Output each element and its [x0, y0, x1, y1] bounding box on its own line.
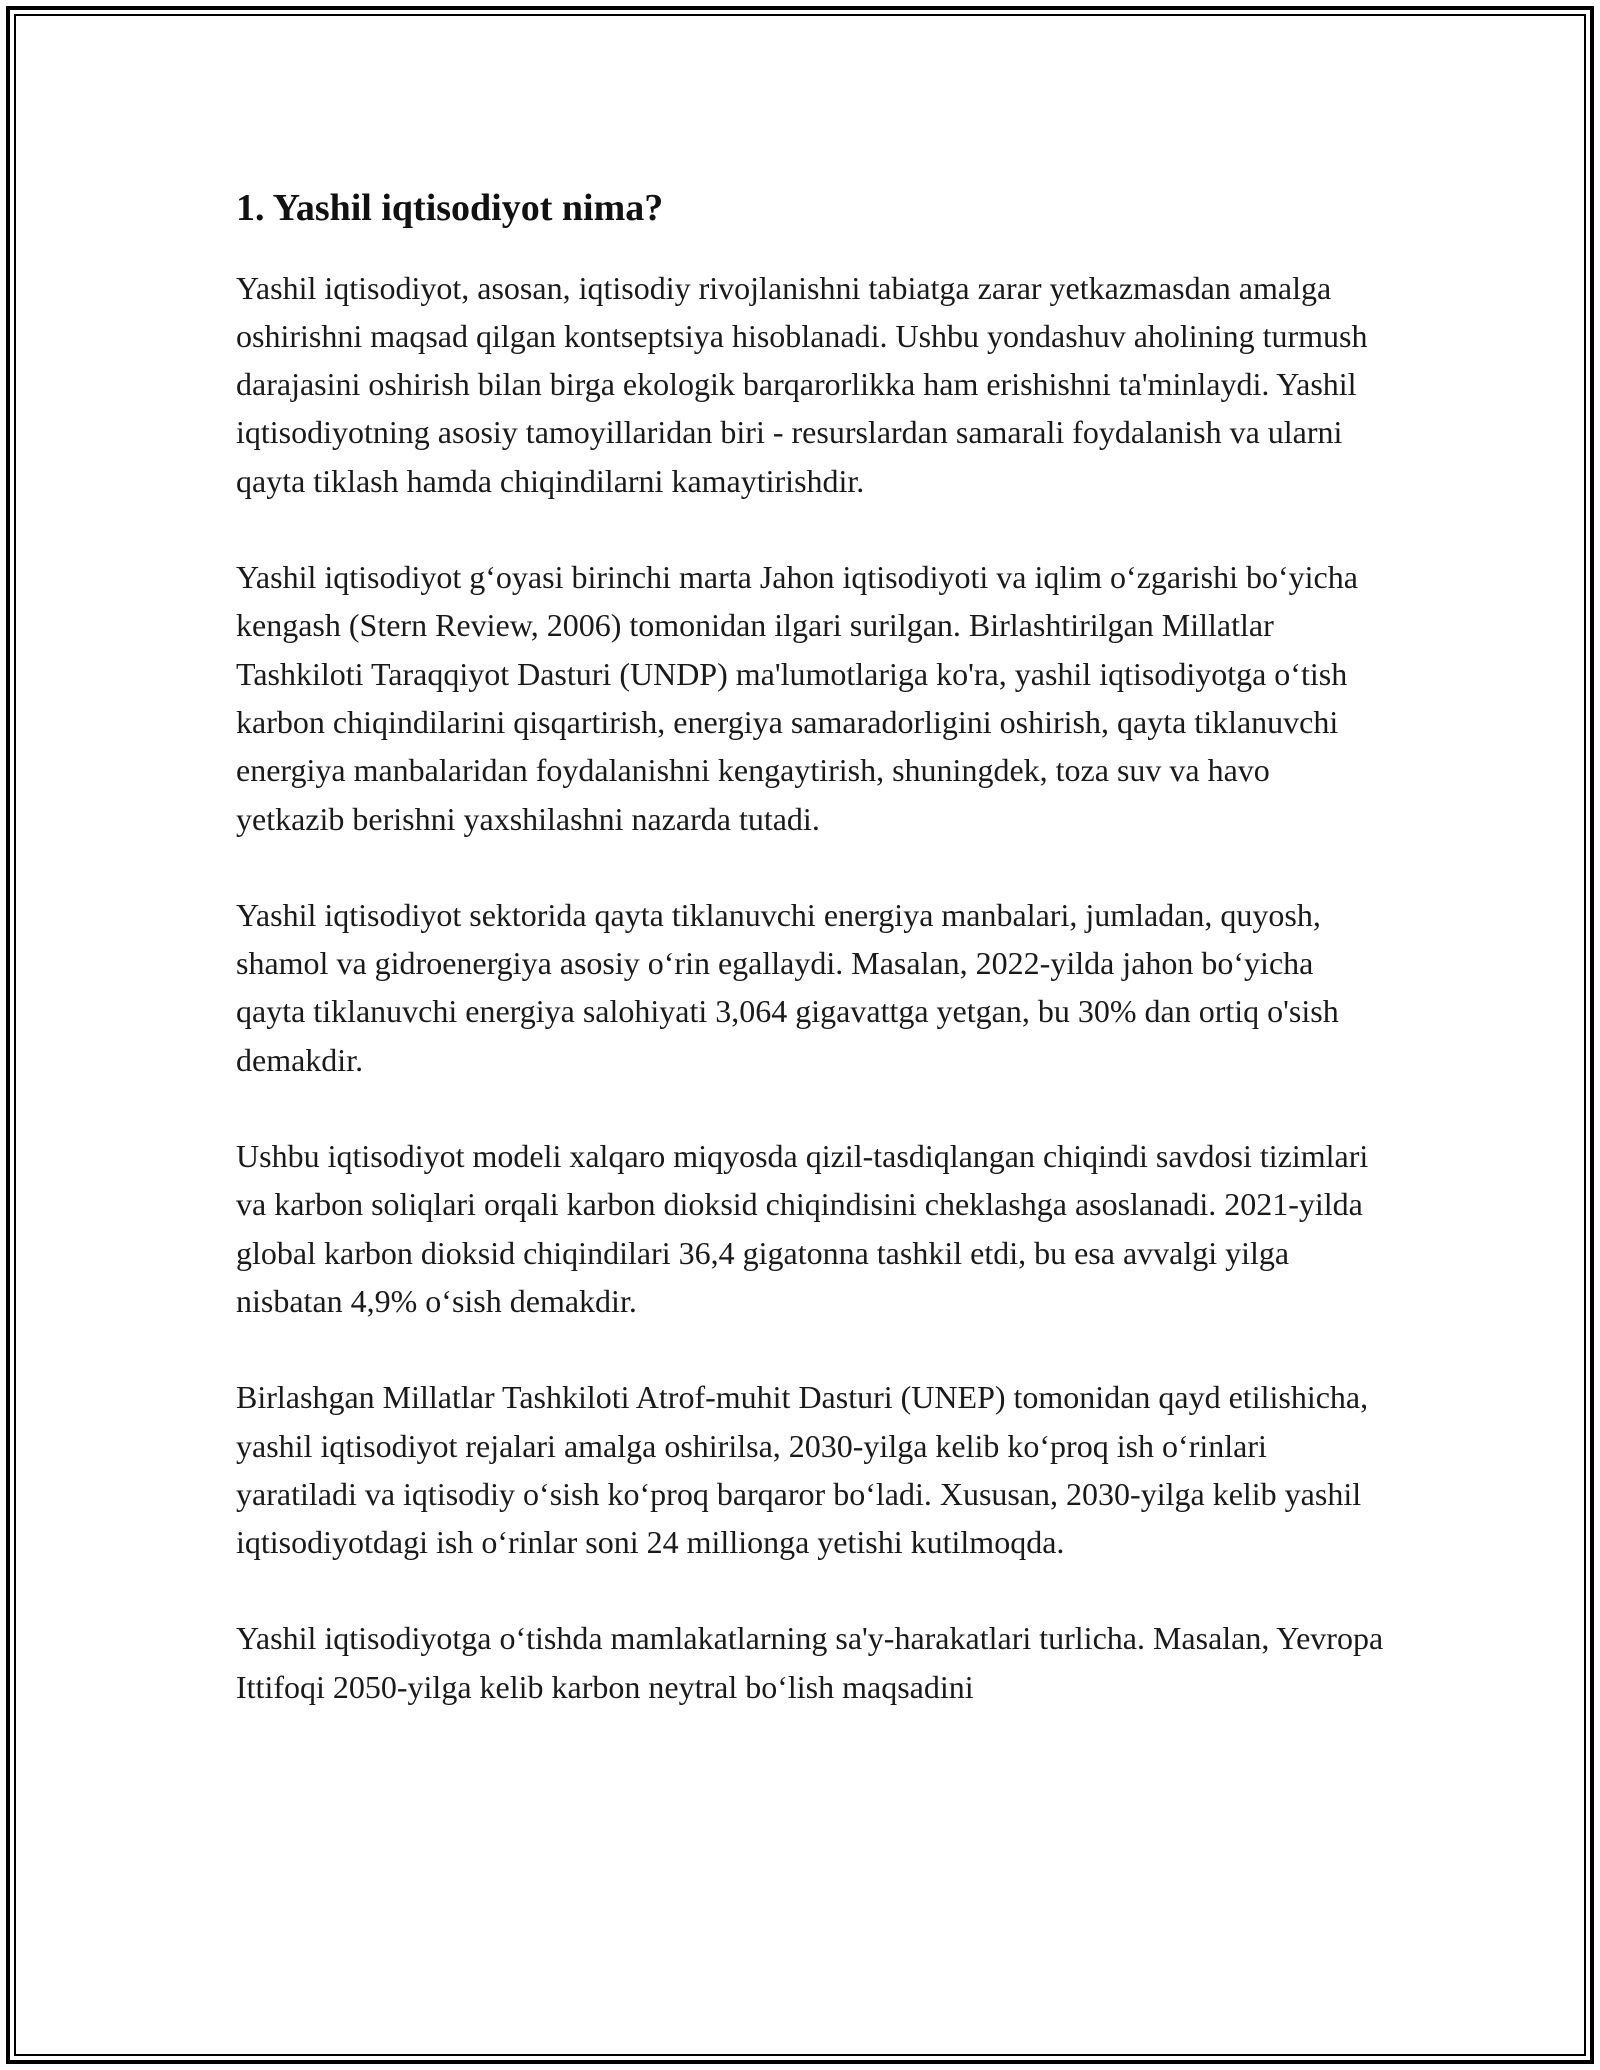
paragraph-2: Yashil iqtisodiyot g‘oyasi birinchi marta Jahon iqtisodiyoti va iqlim o‘zgarishi bo‘yicha kengash (Stern Review, 2006) tomonidan ilgari surilgan. Birlashtirilgan Millatlar Tashkiloti Taraqqiyot Dasturi (UNDP) ma'lumotlariga ko'ra, yashil iqtisodiyotga o‘tish karbon chiqindilarini qisqartirish, energiya samaradorligini oshirish, qayta tiklanuvchi energiya manbalaridan foydalanishni kengaytirish, shuningdek, toza suv va havo yetkazib berishni yaxshilashni nazarda tutadi.	[236, 559, 1358, 837]
paragraph-3: Yashil iqtisodiyot sektorida qayta tiklanuvchi energiya manbalari, jumladan, quyosh, shamol va gidroenergiya asosiy o‘rin egallaydi. Masalan, 2022-yilda jahon bo‘yicha qayta tiklanuvchi energiya salohiyati 3,064 gigavattga yetgan, bu 30% dan ortiq o'sish demakdir.	[236, 896, 1339, 1078]
section-heading: 1. Yashil iqtisodiyot nima?	[236, 187, 664, 229]
paragraph-6: Yashil iqtisodiyotga o‘tishda mamlakatlarning sa'y-harakatlari turlicha. Masalan, Yevropa Ittifoqi 2050-yilga kelib karbon neytral bo‘lish maqsadini	[236, 1620, 1384, 1705]
document-page	[236, 186, 1386, 1759]
paragraph-4: Ushbu iqtisodiyot modeli xalqaro miqyosda qizil-tasdiqlangan chiqindi savdosi tizimlari va karbon soliqlari orqali karbon dioksid chiqindisini cheklashga asoslanadi. 2021-yilda global karbon dioksid chiqindilari 36,4 gigatonna tashkil etdi, bu esa avvalgi yilga nisbatan 4,9% o‘sish demakdir.	[236, 1138, 1369, 1319]
paragraph-1: Yashil iqtisodiyot, asosan, iqtisodiy rivojlanishni tabiatga zarar yetkazmasdan amalga oshirishni maqsad qilgan kontseptsiya hisoblanadi. Ushbu yondashuv aholining turmush darajasini oshirish bilan birga ekologik barqarorlikka ham erishishni ta'minlaydi. Yashil iqtisodiyotning asosiy tamoyillaridan biri - resurslardan samarali foydalanish va ularni qayta tiklash hamda chiqindilarni kamaytirishdir.	[236, 269, 1368, 499]
paragraph-5: Birlashgan Millatlar Tashkiloti Atrof-muhit Dasturi (UNEP) tomonidan qayd etilishicha, yashil iqtisodiyot rejalari amalga oshirilsa, 2030-yilga kelib ko‘proq ish o‘rinlari yaratiladi va iqtisodiy o‘sish ko‘proq barqaror bo‘ladi. Xususan, 2030-yilga kelib yashil iqtisodiyotdagi ish o‘rinlar soni 24 millionga yetishi kutilmoqda.	[236, 1379, 1369, 1561]
